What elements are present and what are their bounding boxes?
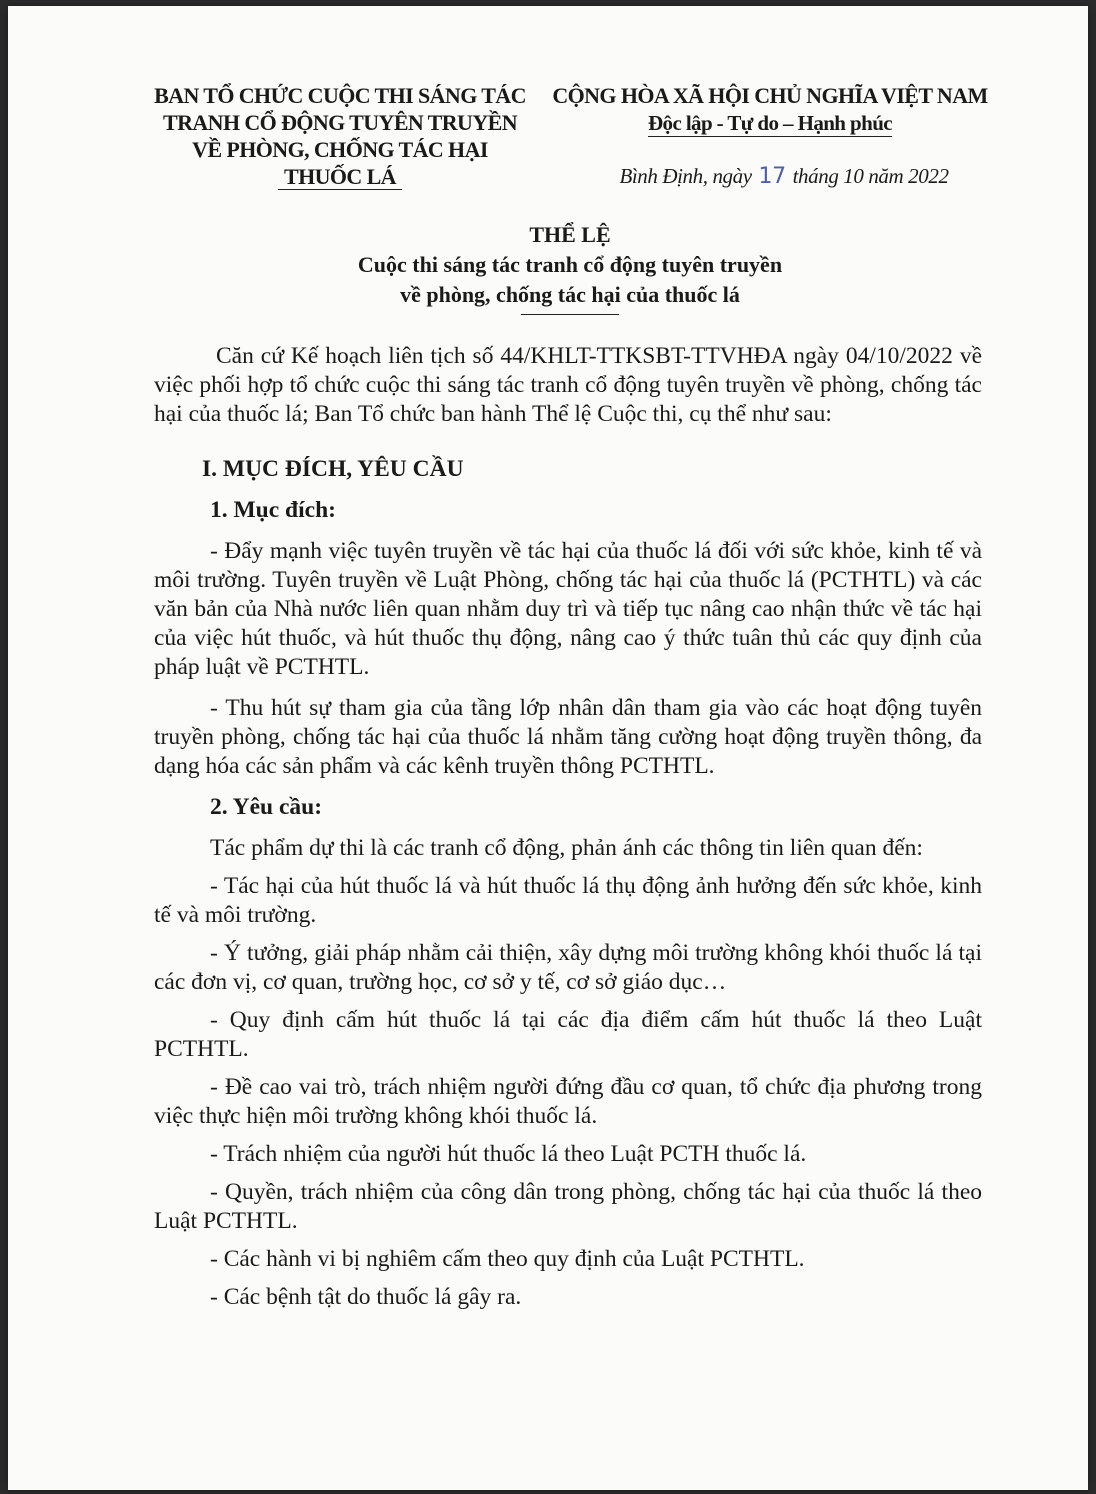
country-name: CỘNG HÒA XÃ HỘI CHỦ NGHĨA VIỆT NAM <box>552 83 988 108</box>
title-line-1: THỂ LỆ <box>529 222 611 247</box>
issuer-line-2: TRANH CỔ ĐỘNG TUYÊN TRUYỀN <box>163 110 517 135</box>
requirements-intro: Tác phẩm dự thi là các tranh cổ động, phản ánh các thông tin liên quan đến: <box>210 835 923 861</box>
date-suffix: tháng 10 năm 2022 <box>792 164 949 188</box>
requirement-item: - Quyền, trách nhiệm của công dân trong phòng, chống tác hại của thuốc lá theo Luật PCTHTL. <box>154 1179 982 1234</box>
issuer-line-3: VỀ PHÒNG, CHỐNG TÁC HẠI <box>192 137 488 162</box>
requirement-item: - Quy định cấm hút thuốc lá tại các địa điểm cấm hút thuốc lá theo Luật PCTHTL. <box>154 1007 982 1062</box>
date-prefix: Bình Định, ngày <box>619 164 752 188</box>
title-line-3: về phòng, chống tác hại của thuốc lá <box>400 282 740 307</box>
requirement-item: - Các bệnh tật do thuốc lá gây ra. <box>210 1284 522 1310</box>
document-page <box>8 6 1088 1490</box>
document-title <box>108 220 1032 315</box>
subsection-heading-requirements: 2. Yêu cầu: <box>210 794 323 820</box>
subsection-heading-purpose: 1. Mục đích: <box>210 497 336 523</box>
issue-date <box>594 164 974 189</box>
national-header <box>548 82 992 137</box>
title-underline <box>521 314 619 315</box>
issuer-line-4: THUỐC LÁ <box>278 164 402 190</box>
requirement-item: - Tác hại của hút thuốc lá và hút thuốc lá thụ động ảnh hưởng đến sức khỏe, kinh tế và môi trường. <box>154 873 982 928</box>
intro-paragraph: Căn cứ Kế hoạch liên tịch số 44/KHLT-TTKSBT-TTVHĐA ngày 04/10/2022 về việc phối hợp tổ chức cuộc thi sáng tác tranh cổ động tuyên truyền về phòng, chống tác hại của thuốc lá; Ban Tổ chức ban hành Thể lệ Cuộc thi, cụ thể như sau: <box>154 343 982 427</box>
issuer-header <box>146 82 534 190</box>
purpose-paragraph-1: - Đẩy mạnh việc tuyên truyền về tác hại của thuốc lá đối với sức khỏe, kinh tế và môi trường. Tuyên truyền về Luật Phòng, chống tác hại của thuốc lá (PCTHTL) và các văn bản của Nhà nước liên quan nhằm duy trì và tiếp tục nâng cao nhận thức về tác hại của việc hút thuốc, và hút thuốc thụ động, nâng cao ý thức tuân thủ các quy định của pháp luật về PCTHTL. <box>154 538 982 680</box>
national-motto: Độc lập - Tự do – Hạnh phúc <box>647 111 892 135</box>
section-heading-1: I. MỤC ĐÍCH, YÊU CẦU <box>202 456 464 482</box>
requirement-item: - Trách nhiệm của người hút thuốc lá theo Luật PCTH thuốc lá. <box>210 1141 807 1167</box>
requirement-item: - Các hành vi bị nghiêm cấm theo quy định của Luật PCTHTL. <box>210 1246 805 1272</box>
document-body <box>154 342 982 1321</box>
date-day-handwritten: 17 <box>758 164 786 189</box>
requirement-item: - Đề cao vai trò, trách nhiệm người đứng đầu cơ quan, tổ chức địa phương trong việc thực hiện môi trường không khói thuốc lá. <box>154 1074 982 1129</box>
purpose-paragraph-2: - Thu hút sự tham gia của tầng lớp nhân dân tham gia vào các hoạt động tuyên truyền phòng, chống tác hại của thuốc lá nhằm tăng cường hoạt động truyền thông, đa dạng hóa các sản phẩm và các kênh truyền thông PCTHTL. <box>154 695 982 779</box>
title-line-2: Cuộc thi sáng tác tranh cổ động tuyên truyền <box>357 252 783 277</box>
requirement-item: - Ý tưởng, giải pháp nhằm cải thiện, xây dựng môi trường không khói thuốc lá tại các đơn vị, cơ quan, trường học, cơ sở y tế, cơ sở giáo dục… <box>154 940 982 995</box>
issuer-line-1: BAN TỔ CHỨC CUỘC THI SÁNG TÁC <box>154 83 526 108</box>
